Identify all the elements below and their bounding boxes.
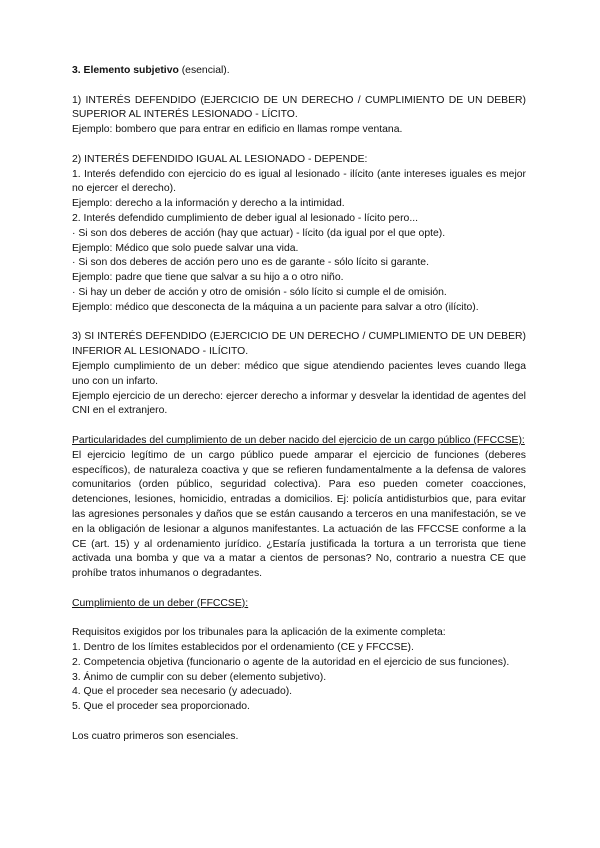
section2-line: Ejemplo: padre que tiene que salvar a su hijo a o otro niño. xyxy=(72,272,344,284)
spacer xyxy=(72,582,526,597)
section1-title: 1) INTERÉS DEFENDIDO (EJERCICIO DE UN DERECHO / CUMPLIMIENTO DE UN DEBER) SUPERIOR AL INTERÉS LESIONADO - LÍCITO. xyxy=(72,94,526,121)
section2-line: Ejemplo: Médico que solo puede salvar una vida. xyxy=(72,242,299,254)
requirement-item: 5. Que el proceder sea proporcionado. xyxy=(72,701,250,713)
spacer xyxy=(72,79,526,94)
section-heading-bold: 3. Elemento subjetivo xyxy=(72,65,179,76)
requirement-item: 3. Ánimo de cumplir con su deber (elemento subjetivo). xyxy=(72,671,327,683)
section2-line: 2. Interés defendido cumplimiento de deber igual al lesionado - lícito pero... xyxy=(72,212,418,224)
section2-line: 1. Interés defendido con ejercicio do es igual al lesionado - ilícito (ante intereses iguales es mejor no ejercer el derecho). xyxy=(72,168,526,195)
cumplimiento-title: Cumplimiento de un deber (FFCCSE): xyxy=(72,597,249,609)
section2-line: · Si son dos deberes de acción pero uno es de garante - sólo lícito si garante. xyxy=(72,257,429,269)
cumplimiento-closing: Los cuatro primeros son esenciales. xyxy=(72,730,239,742)
spacer xyxy=(72,715,526,730)
document-page xyxy=(72,64,526,745)
section3-example-right: Ejemplo ejercicio de un derecho: ejercer derecho a informar y desvelar la identidad de agentes del CNI en el extranjero. xyxy=(72,390,526,417)
requirement-item: 1. Dentro de los límites establecidos por el ordenamiento (CE y FFCCSE). xyxy=(72,642,414,654)
cumplimiento-intro: Requisitos exigidos por los tribunales para la aplicación de la eximente completa: xyxy=(72,627,446,639)
section3-title: 3) SI INTERÉS DEFENDIDO (EJERCICIO DE UN DERECHO / CUMPLIMIENTO DE UN DEBER) INFERIOR AL LESIONADO - ILÍCITO. xyxy=(72,331,526,358)
section2-line: · Si son dos deberes de acción (hay que actuar) - lícito (da igual por el que opte). xyxy=(72,227,446,239)
section2-line: Ejemplo: derecho a la información y derecho a la intimidad. xyxy=(72,198,345,210)
section-heading-rest: (esencial). xyxy=(178,65,230,76)
particularidades-title: Particularidades del cumplimiento de un deber nacido del ejercicio de un cargo público (FFCCSE): xyxy=(72,434,525,446)
spacer xyxy=(72,138,526,153)
spacer xyxy=(72,611,526,626)
particularidades-body: El ejercicio legítimo de un cargo público puede amparar el ejercicio de funciones (deberes específicos), de naturaleza coactiva y que se refieren fundamentalmente a la defensa de valores comunitarios (orden público, seguridad colectiva). Para eso pueden cometer coacciones, detenciones, lesiones, homicidio, entradas a domicilios. Ej: policía antidisturbios que, para evitar las agresiones personales y daños que se están causando a terceros en una manifestación, se ve en la obligación de lesionar a algunos manifestantes. La actuación de las FFCCSE conforme a la CE (art. 15) y al ordenamiento jurídico. ¿Estaría justificada la tortura a un terrorista que tiene activada una bomba y que va a matar a cientos de personas? No, contrario a nuestra CE que prohíbe tratos inhumanos o degradantes. xyxy=(72,449,526,580)
section3-example-duty: Ejemplo cumplimiento de un deber: médico que sigue atendiendo pacientes leves cuando llega uno con un infarto. xyxy=(72,360,526,387)
spacer xyxy=(72,419,526,434)
requirement-item: 4. Que el proceder sea necesario (y adecuado). xyxy=(72,686,293,698)
requirement-item: 2. Competencia objetiva (funcionario o agente de la autoridad en el ejercicio de sus funciones). xyxy=(72,656,510,668)
section2-line: · Si hay un deber de acción y otro de omisión - sólo lícito si cumple el de omisión. xyxy=(72,286,447,298)
spacer xyxy=(72,316,526,331)
section2-line: Ejemplo: médico que desconecta de la máquina a un paciente para salvar a otro (ilícito). xyxy=(72,301,479,313)
section1-example: Ejemplo: bombero que para entrar en edificio en llamas rompe ventana. xyxy=(72,124,403,136)
section2-title: 2) INTERÉS DEFENDIDO IGUAL AL LESIONADO - DEPENDE: xyxy=(72,153,368,165)
section-heading xyxy=(72,64,526,79)
